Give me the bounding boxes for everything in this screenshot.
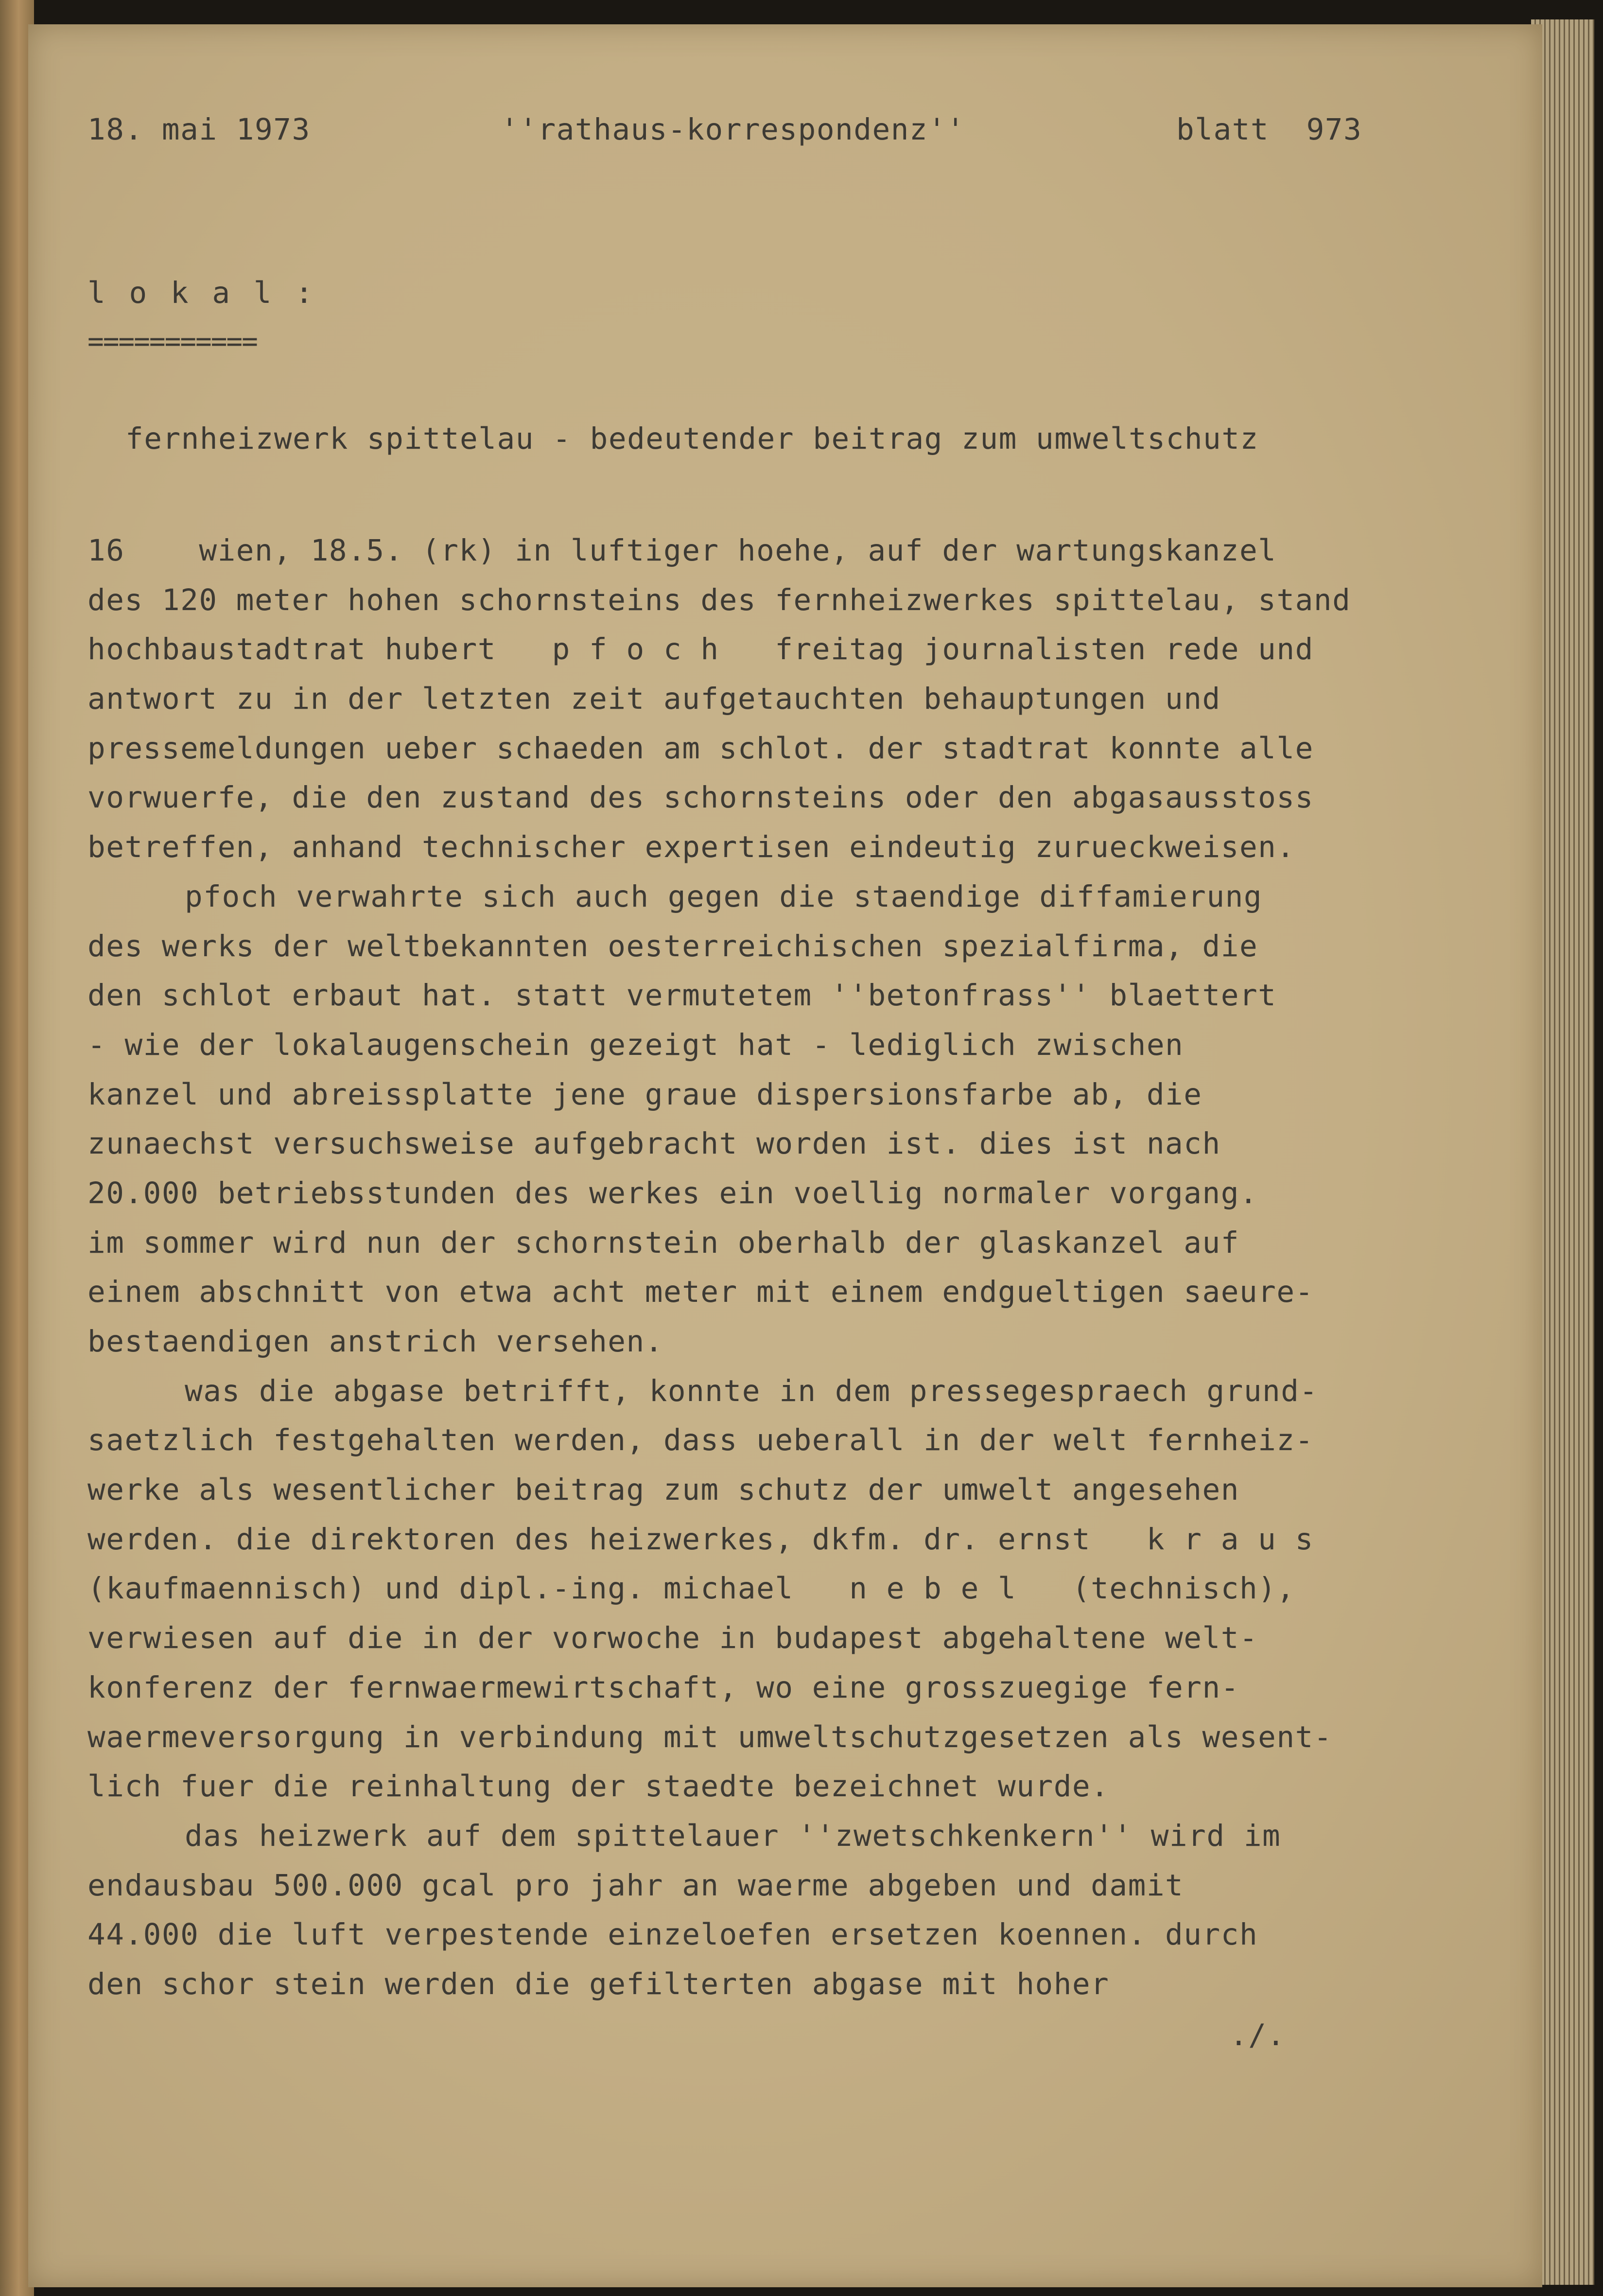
body-line: einem abschnitt von etwa acht meter mit einem endgueltigen saeure- <box>87 1275 1314 1310</box>
body-line: den schlot erbaut hat. statt vermutetem ''betonfrass'' blaettert <box>87 978 1277 1013</box>
body-line: lich fuer die reinhaltung der staedte bezeichnet wurde. <box>87 1769 1110 1804</box>
body-line: verwiesen auf die in der vorwoche in budapest abgehaltene welt- <box>87 1621 1258 1656</box>
body-line: das heizwerk auf dem spittelauer ''zwetschkenkern'' wird im <box>185 1818 1281 1853</box>
body-line: 44.000 die luft verpestende einzeloefen ersetzen koennen. durch <box>87 1917 1258 1952</box>
body-line: vorwuerfe, die den zustand des schornsteins oder den abgasausstoss <box>87 780 1314 815</box>
body-line: des werks der weltbekannten oesterreichischen spezialfirma, die <box>87 929 1258 964</box>
body-line: waermeversorgung in verbindung mit umweltschutzgesetzen als wesent- <box>87 1719 1333 1754</box>
article-body <box>87 526 1487 2009</box>
body-line: werke als wesentlicher beitrag zum schutz der umwelt angesehen <box>87 1472 1239 1507</box>
body-line: den schor stein werden die gefilterten abgase mit hoher <box>87 1966 1110 2001</box>
body-line: 20.000 betriebsstunden des werkes ein voellig normaler vorgang. <box>87 1175 1258 1210</box>
body-line: (kaufmaennisch) und dipl.-ing. michael n e b e l (technisch), <box>87 1571 1295 1606</box>
body-line: pressemeldungen ueber schaeden am schlot. der stadtrat konnte alle <box>87 731 1314 766</box>
body-line: werden. die direktoren des heizwerkes, dkfm. dr. ernst k r a u s <box>87 1522 1314 1557</box>
body-line: des 120 meter hohen schornsteins des fernheizwerkes spittelau, stand <box>87 582 1351 617</box>
header-date: 18. mai 1973 <box>87 112 311 147</box>
body-line: endausbau 500.000 gcal pro jahr an waerme abgeben und damit <box>87 1868 1184 1903</box>
article-headline: fernheizwerk spittelau - bedeutender beitrag zum umweltschutz <box>125 421 1259 456</box>
section-underline: =========== <box>87 326 257 357</box>
body-line: saetzlich festgehalten werden, dass ueberall in der welt fernheiz- <box>87 1423 1314 1458</box>
body-line: im sommer wird nun der schornstein oberhalb der glaskanzel auf <box>87 1225 1239 1260</box>
body-line: konferenz der fernwaermewirtschaft, wo eine grosszuegige fern- <box>87 1670 1239 1705</box>
body-line: pfoch verwahrte sich auch gegen die staendige diffamierung <box>185 879 1263 914</box>
body-line: antwort zu in der letzten zeit aufgetauchten behauptungen und <box>87 682 1221 717</box>
body-line: was die abgase betrifft, konnte in dem pressegespraech grund- <box>185 1373 1318 1408</box>
section-label: l o k a l : <box>87 276 316 310</box>
body-line: bestaendigen anstrich versehen. <box>87 1324 663 1359</box>
header-publication: ''rathaus-korrespondenz'' <box>501 112 965 147</box>
body-line: zunaechst versuchsweise aufgebracht worden ist. dies ist nach <box>87 1126 1221 1161</box>
body-line: betreffen, anhand technischer expertisen eindeutig zurueckweisen. <box>87 830 1295 865</box>
body-line: kanzel und abreissplatte jene graue dispersionsfarbe ab, die <box>87 1077 1202 1112</box>
body-line: hochbaustadtrat hubert p f o c h freitag journalisten rede und <box>87 632 1314 667</box>
continuation-mark: ./. <box>1230 2018 1286 2052</box>
body-line: 16 wien, 18.5. (rk) in luftiger hoehe, auf der wartungskanzel <box>87 533 1277 568</box>
body-line: - wie der lokalaugenschein gezeigt hat - lediglich zwischen <box>87 1027 1184 1062</box>
header-sheet-number: blatt 973 <box>1176 112 1362 147</box>
